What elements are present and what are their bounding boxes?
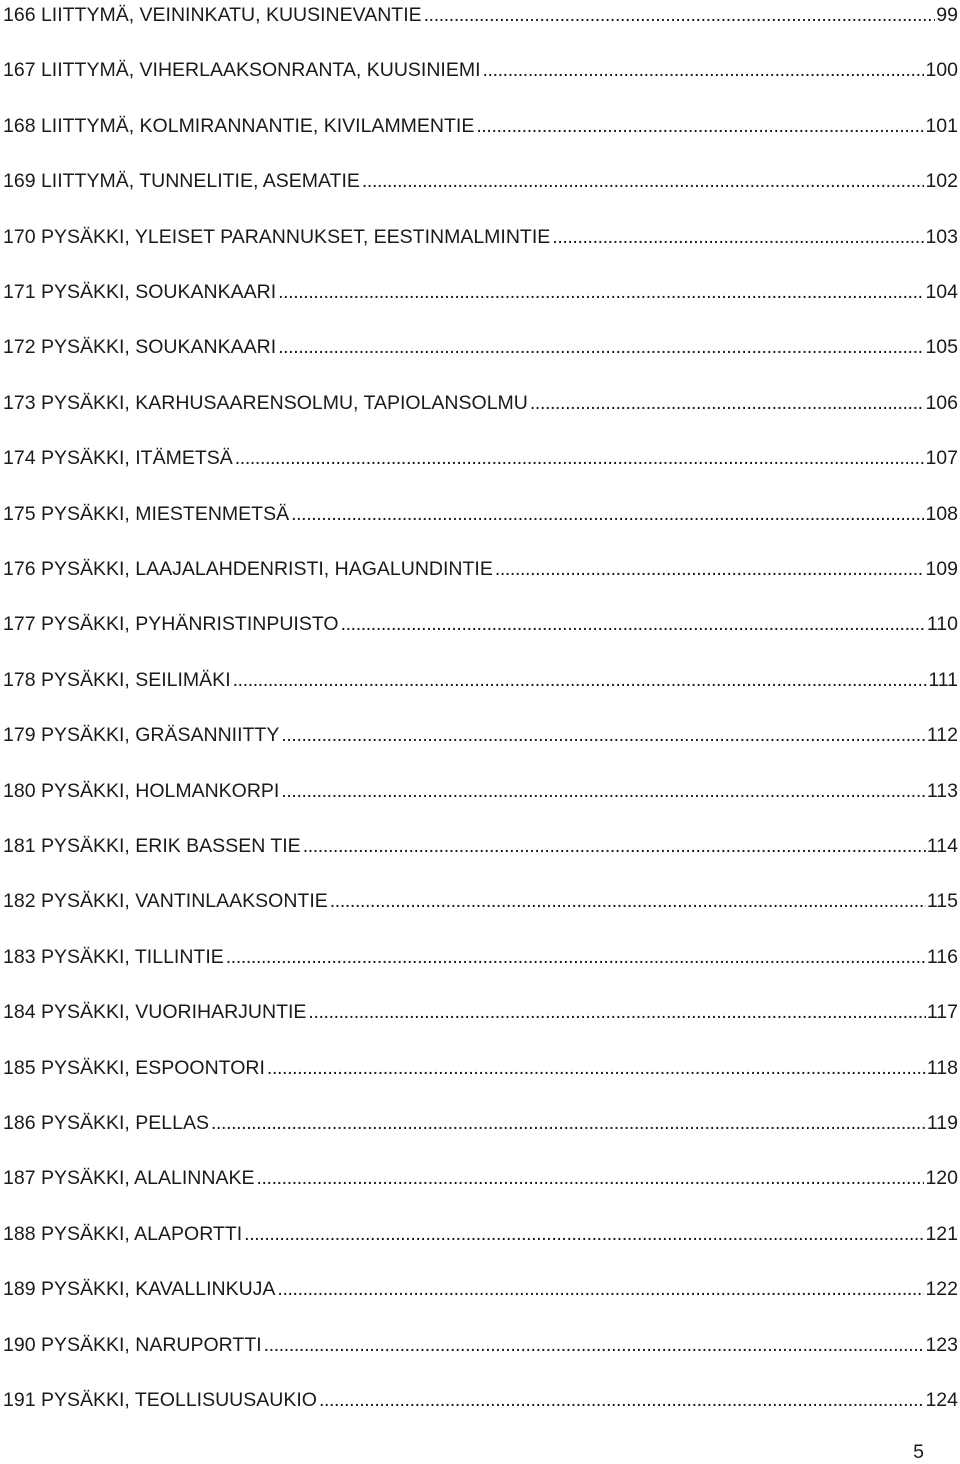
dot-leader [483,55,925,85]
toc-entry-page: 109 [925,558,958,580]
toc-entry[interactable] [3,1219,958,1249]
page-number: 5 [913,1441,924,1463]
toc-entry[interactable] [3,277,958,307]
toc-entry[interactable] [3,942,958,972]
toc-entry-title: 166 LIITTYMÄ, VEININKATU, KUUSINEVANTIE [3,4,422,26]
toc-entry[interactable] [3,776,958,806]
dot-leader [256,1163,924,1193]
toc-entry-page: 104 [925,281,958,303]
dot-leader [530,388,925,418]
toc-entry-page: 123 [925,1333,958,1356]
toc-entry[interactable] [3,1163,958,1193]
toc-entry[interactable] [3,1330,958,1360]
dot-leader [264,1330,925,1360]
toc-entry-title: 181 PYSÄKKI, ERIK BASSEN TIE [3,835,301,857]
dot-leader [319,1385,925,1415]
toc-entry[interactable] [3,222,958,252]
dot-leader [476,111,924,141]
dot-leader [552,222,924,252]
toc-entry-page: 106 [925,391,958,414]
toc-entry-title: 173 PYSÄKKI, KARHUSAARENSOLMU, TAPIOLANSOLMU [3,391,528,414]
toc-entry-title: 188 PYSÄKKI, ALAPORTTI [3,1222,243,1245]
toc-entry-title: 183 PYSÄKKI, TILLINTIE [3,945,224,968]
toc-entry-title: 169 LIITTYMÄ, TUNNELITIE, ASEMATIE [3,170,360,193]
dot-leader [267,1053,926,1083]
toc-entry-title: 182 PYSÄKKI, VANTINLAAKSONTIE [3,890,328,913]
dot-leader [281,720,926,750]
toc-entry-page: 120 [925,1167,958,1190]
toc-entry-title: 190 PYSÄKKI, NARUPORTTI [3,1333,262,1356]
toc-entry-page: 114 [926,835,958,857]
toc-entry[interactable] [3,1053,958,1083]
dot-leader [330,886,926,916]
toc-entry-title: 177 PYSÄKKI, PYHÄNRISTINPUISTO [3,613,339,636]
toc-entry-page: 121 [925,1222,958,1245]
toc-entry-page: 108 [925,502,958,525]
toc-entry[interactable] [3,720,958,750]
toc-entry-page: 124 [925,1389,958,1411]
toc-entry-title: 189 PYSÄKKI, KAVALLINKUJA [3,1278,276,1301]
toc-entry-title: 170 PYSÄKKI, YLEISET PARANNUKSET, EESTINMALMINTIE [3,225,551,248]
toc-entry[interactable] [3,166,958,196]
toc-entry[interactable] [3,1108,958,1138]
toc-entry-page: 115 [926,890,958,913]
toc-entry-title: 174 PYSÄKKI, ITÄMETSÄ [3,447,233,470]
toc-entry[interactable] [3,1274,958,1304]
dot-leader [495,554,925,584]
toc-entry[interactable] [3,609,958,639]
toc-entry-title: 185 PYSÄKKI, ESPOONTORI [3,1056,265,1079]
toc-entry[interactable] [3,443,958,473]
dot-leader [278,277,924,307]
toc-entry[interactable] [3,55,958,85]
dot-leader [277,1274,924,1304]
toc-entry-page: 112 [926,724,958,747]
dot-leader [226,942,926,972]
dot-leader [244,1219,924,1249]
toc-entry[interactable] [3,388,958,418]
dot-leader [341,609,926,639]
toc-entry-page: 111 [928,668,958,691]
toc-entry-page: 119 [926,1112,958,1134]
toc-entry[interactable] [3,499,958,529]
toc-entry-title: 167 LIITTYMÄ, VIHERLAAKSONRANTA, KUUSINIEMI [3,59,481,82]
toc-entry-page: 122 [925,1278,958,1301]
toc-entry-page: 118 [926,1056,958,1079]
toc-entry-page: 105 [925,336,958,359]
dot-leader [424,0,936,30]
toc-entry-title: 178 PYSÄKKI, SEILIMÄKI [3,668,231,691]
toc-entry-page: 101 [925,114,958,137]
dot-leader [278,332,924,362]
toc-entry-title: 186 PYSÄKKI, PELLAS [3,1112,209,1134]
toc-entry-page: 107 [925,447,958,470]
dot-leader [291,499,924,529]
toc-entry-page: 99 [936,4,958,26]
toc-entry-title: 187 PYSÄKKI, ALALINNAKE [3,1167,255,1190]
toc-entry-title: 184 PYSÄKKI, VUORIHARJUNTIE [3,1001,307,1024]
toc-entry-page: 117 [926,1001,958,1024]
toc-entry[interactable] [3,0,958,30]
toc-entry[interactable] [3,554,958,584]
toc-entry-page: 100 [925,59,958,82]
toc-entry[interactable] [3,111,958,141]
dot-leader [235,443,925,473]
toc-entry[interactable] [3,332,958,362]
dot-leader [281,776,926,806]
dot-leader [233,665,928,695]
dot-leader [211,1108,926,1138]
dot-leader [308,997,925,1027]
toc-entry-title: 176 PYSÄKKI, LAAJALAHDENRISTI, HAGALUNDINTIE [3,558,493,580]
toc-entry[interactable] [3,831,958,861]
toc-entry-page: 102 [925,170,958,193]
toc-entry-title: 175 PYSÄKKI, MIESTENMETSÄ [3,502,290,525]
toc-entry-page: 116 [926,945,958,968]
toc-entry[interactable] [3,665,958,695]
toc-entry[interactable] [3,1385,958,1415]
toc-entry-page: 113 [926,779,958,802]
toc-entry[interactable] [3,886,958,916]
toc-entry-title: 180 PYSÄKKI, HOLMANKORPI [3,779,280,802]
toc-entry-title: 168 LIITTYMÄ, KOLMIRANNANTIE, KIVILAMMENTIE [3,114,475,137]
dot-leader [303,831,926,861]
toc-entry-title: 172 PYSÄKKI, SOUKANKAARI [3,336,277,359]
toc-entry-title: 179 PYSÄKKI, GRÄSANNIITTY [3,724,280,747]
toc-entry-title: 171 PYSÄKKI, SOUKANKAARI [3,281,277,303]
toc-entry-title: 191 PYSÄKKI, TEOLLISUUSAUKIO [3,1389,317,1411]
toc-entry-page: 103 [925,225,958,248]
dot-leader [362,166,925,196]
toc-entry[interactable] [3,997,958,1027]
toc-entry-page: 110 [926,613,958,636]
